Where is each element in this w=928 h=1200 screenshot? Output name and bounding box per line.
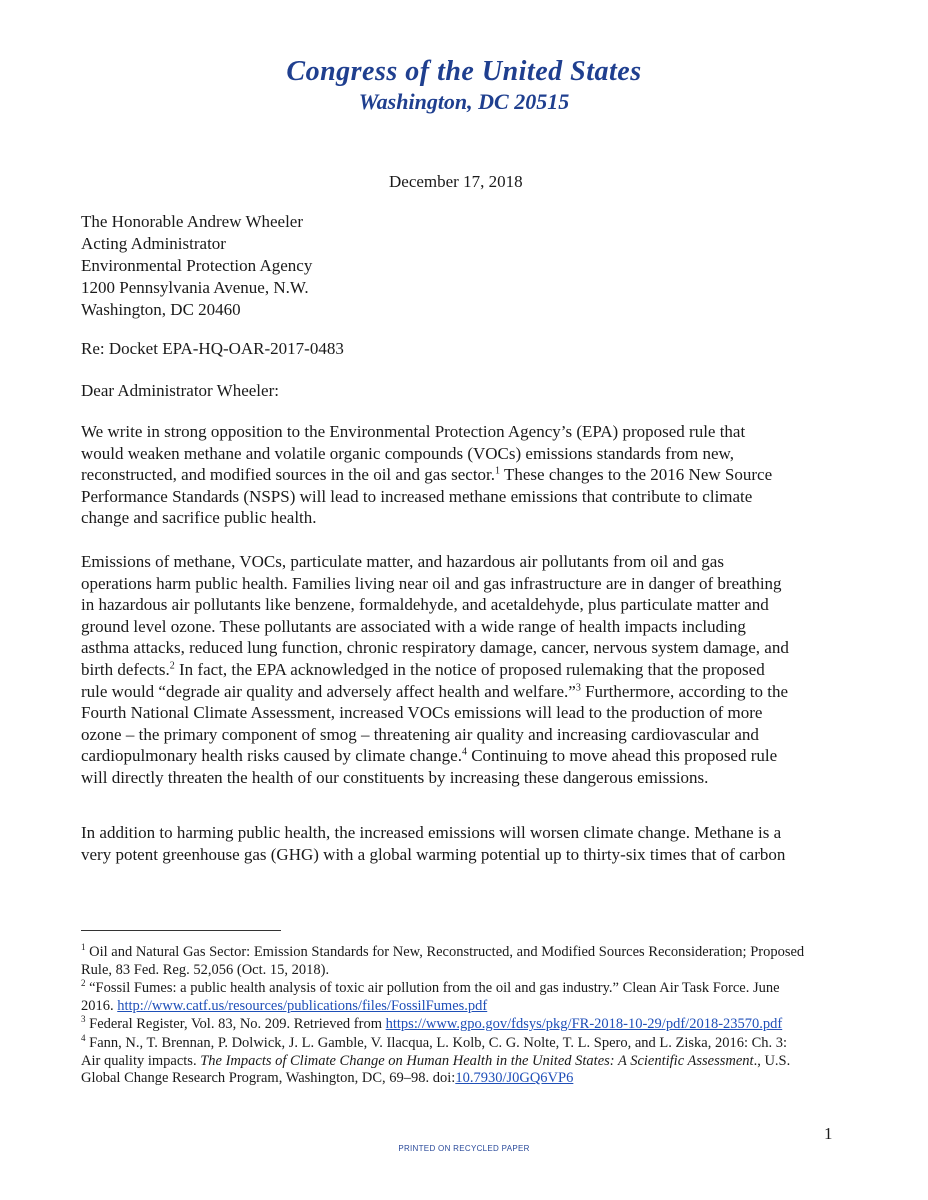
letter-date: December 17, 2018 [389,172,523,191]
paragraph-3 [81,822,871,865]
federal-register-link[interactable]: https://www.gpo.gov/fdsys/pkg/FR-2018-10-29/pdf/2018-23570.pdf [385,1016,783,1033]
footnote-text: ., U.S. [753,1052,791,1069]
doi-link[interactable]: 10.7930/J0GQ6VP6 [455,1070,574,1087]
p2-text: birth defects. [81,659,170,679]
p3-line: In addition to harming public health, the increased emissions will worsen climate change. Methane is a [81,823,782,842]
footnote-line [81,944,841,962]
p2-line: ground level ozone. These pollutants are associated with a wide range of health impacts including [81,616,746,636]
p1-line: Performance Standards (NSPS) will lead to increased methane emissions that contribute to climate [81,486,753,506]
footnote-italic-title: The Impacts of Climate Change on Human Health in the United States: A Scientific Assessment [200,1052,754,1069]
re-line: Re: Docket EPA-HQ-OAR-2017-0483 [81,339,344,358]
footnote-4 [81,1035,841,1088]
p1-line: would weaken methane and volatile organic compounds (VOCs) emissions standards from new, [81,443,734,463]
paragraph-2 [81,551,871,789]
p2-line: Fourth National Climate Assessment, increased VOCs emissions will lead to the production of more [81,703,763,723]
p2-text: rule would “degrade air quality and adversely affect health and welfare.” [81,681,576,701]
footnote-line [81,980,841,998]
p1-text: reconstructed, and modified sources in the oil and gas sector. [81,465,496,485]
footnote-number: 1 [81,942,86,953]
recipient-street: 1200 Pennsylvania Avenue, N.W. [81,278,309,297]
salutation: Dear Administrator Wheeler: [81,381,279,400]
footnote-text: 2016. [81,997,118,1014]
letterhead [0,56,928,116]
footnote-ref-4: 4 [461,746,467,758]
footnote-number: 3 [81,1014,86,1025]
paragraph-1 [81,421,871,529]
p1-line: We write in strong opposition to the Environmental Protection Agency’s (EPA) proposed rule that [81,422,746,441]
p2-text: cardiopulmonary health risks caused by climate change. [81,746,462,766]
footnote-divider [81,930,281,931]
p2-line: ozone – the primary component of smog – threatening air quality and increasing cardiovascular and [81,724,759,744]
recipient-name: The Honorable Andrew Wheeler [81,212,304,231]
footnote-text: “Fossil Fumes: a public health analysis of toxic air pollution from the oil and gas industry.” Clean Air Task Force. June [85,980,780,997]
p2-line [81,745,871,767]
p2-line: asthma attacks, reduced lung function, chronic respiratory damage, cancer, nervous system damage, and [81,638,789,658]
footnote-line [81,1016,841,1034]
p2-text: Continuing to move ahead this proposed rule [466,746,778,766]
p2-line [81,681,871,703]
letterhead-subtitle: Washington, DC 20515 [358,89,570,114]
printed-on-recycled-paper: PRINTED ON RECYCLED PAPER [398,1144,530,1153]
footnote-line [81,998,841,1016]
footnote-number: 2 [81,978,86,989]
footnote-line [81,1070,841,1088]
footnote-line [81,1053,841,1071]
recipient-agency: Environmental Protection Agency [81,256,313,275]
recipient-city: Washington, DC 20460 [81,300,241,319]
letterhead-title: Congress of the United States [286,56,642,87]
p2-text: Furthermore, according to the [580,681,789,701]
footnote-text: Federal Register, Vol. 83, No. 209. Retrieved from [85,1016,386,1033]
footnote-3 [81,1016,841,1034]
footnote-text: Global Change Research Program, Washington, DC, 69–98. doi: [81,1070,456,1087]
footnote-ref-1: 1 [495,465,501,477]
footnote-text: Oil and Natural Gas Sector: Emission Standards for New, Reconstructed, and Modified Sources Reconsideration; Proposed [85,944,805,960]
footnotes [81,944,841,1089]
footnote-text: Fann, N., T. Brennan, P. Dolwick, J. L. Gamble, V. Ilacqua, L. Kolb, C. G. Nolte, T. L. Spero, and L. Ziska, 2016: Ch. 3: [85,1034,788,1051]
recipient-address [81,211,312,321]
footnote-text: Air quality impacts. [81,1052,201,1069]
p2-line [81,659,871,681]
p2-line: in hazardous air pollutants like benzene, formaldehyde, and acetaldehyde, plus particulate matter and [81,595,769,615]
footnote-2 [81,980,841,1015]
p2-line: Emissions of methane, VOCs, particulate matter, and hazardous air pollutants from oil and gas [81,552,724,571]
page-number: 1 [824,1124,833,1143]
p3-line: very potent greenhouse gas (GHG) with a global warming potential up to thirty-six times that of carbon [81,844,786,864]
p2-text: In fact, the EPA acknowledged in the notice of proposed rulemaking that the proposed [174,659,765,679]
footnote-line [81,1035,841,1053]
footnote-number: 4 [81,1033,86,1044]
p2-line: will directly threaten the health of our constituents by increasing these dangerous emissions. [81,767,709,787]
fossil-fumes-link[interactable]: http://www.catf.us/resources/publications/files/FossilFumes.pdf [117,997,488,1014]
p2-line: operations harm public health. Families living near oil and gas infrastructure are in danger of breathing [81,573,782,593]
footnote-ref-2: 2 [169,660,175,672]
p1-line [81,464,871,486]
footnote-line: Rule, 83 Fed. Reg. 52,056 (Oct. 15, 2018). [81,961,330,978]
recipient-title: Acting Administrator [81,234,226,253]
footnote-ref-3: 3 [575,681,581,693]
p1-text: These changes to the 2016 New Source [500,465,773,485]
p1-line: change and sacrifice public health. [81,508,317,528]
footnote-1 [81,944,841,979]
